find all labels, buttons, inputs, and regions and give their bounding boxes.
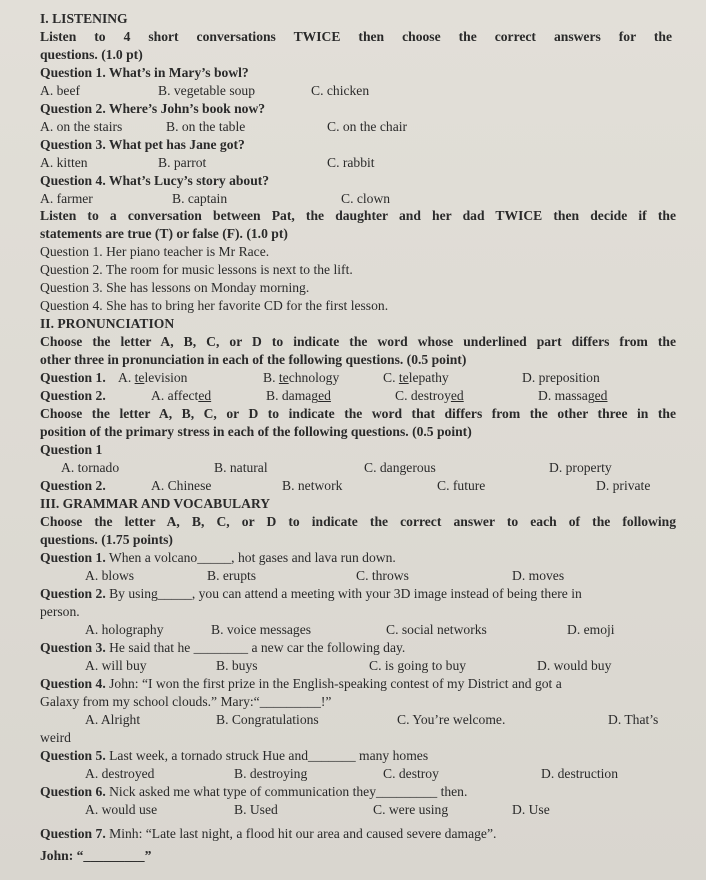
pronunciation-task1-instruction: Choose the letter A, B, C, or D to indicate the word whose underlined part differs from the <box>40 334 676 349</box>
answer-option[interactable]: B. voice messages <box>211 622 312 637</box>
answer-option[interactable]: D. massaged <box>538 388 608 403</box>
listening-question-3: Question 3. What pet has Jane got? <box>40 137 245 152</box>
answer-option[interactable]: B. destroying <box>234 766 308 781</box>
listening-task2-instruction-cont: statements are true (T) or false (F). (1.0 pt) <box>40 226 288 241</box>
question-label: Question 1 <box>40 442 103 457</box>
question-label: Question 1. <box>40 370 106 385</box>
listening-task1-instruction: Listen to 4 short conversations TWICE then choose the correct answers for the <box>40 29 672 44</box>
answer-option[interactable]: A. affected <box>151 388 212 403</box>
pronunciation-task1-instruction-cont: other three in pronunciation in each of the following questions. (0.5 point) <box>40 352 467 367</box>
grammar-question-1: Question 1. When a volcano_____, hot gases and lava run down. <box>40 550 396 565</box>
answer-option[interactable]: B. parrot <box>158 155 207 170</box>
answer-option[interactable]: C. is going to buy <box>369 658 467 673</box>
answer-option[interactable]: A. kitten <box>40 155 88 170</box>
statement-3: Question 3. She has lessons on Monday morning. <box>40 280 310 295</box>
grammar-task-instruction: Choose the letter A, B, C, or D to indicate the correct answer to each of the following <box>40 514 676 529</box>
answer-option[interactable]: B. Used <box>234 802 278 817</box>
answer-option[interactable]: A. destroyed <box>85 766 155 781</box>
answer-option[interactable]: C. clown <box>341 191 391 206</box>
answer-option[interactable]: B. captain <box>172 191 228 206</box>
listening-question-1: Question 1. What’s in Mary’s bowl? <box>40 65 249 80</box>
answer-option[interactable]: C. future <box>437 478 486 493</box>
answer-option[interactable]: A. tornado <box>61 460 120 475</box>
answer-option[interactable]: B. natural <box>214 460 268 475</box>
pronunciation-task2-instruction-cont: position of the primary stress in each of the following questions. (0.5 point) <box>40 424 472 439</box>
answer-option[interactable]: A. television <box>118 370 188 385</box>
answer-option[interactable]: A. Chinese <box>151 478 212 493</box>
answer-option[interactable]: C. social networks <box>386 622 487 637</box>
answer-option[interactable]: C. destroyed <box>395 388 464 403</box>
answer-option[interactable]: A. on the stairs <box>40 119 123 134</box>
answer-option[interactable]: D. Use <box>512 802 550 817</box>
answer-option[interactable]: D. destruction <box>541 766 619 781</box>
answer-option[interactable]: D. would buy <box>537 658 612 673</box>
answer-option[interactable]: B. erupts <box>207 568 257 583</box>
statement-1: Question 1. Her piano teacher is Mr Race. <box>40 244 270 259</box>
answer-option[interactable]: C. You’re welcome. <box>397 712 506 727</box>
answer-option[interactable]: D. property <box>549 460 612 475</box>
answer-option[interactable]: C. throws <box>356 568 409 583</box>
grammar-question-7: Question 7. Minh: “Late last night, a flood hit our area and caused severe damage”. <box>40 826 497 841</box>
answer-option[interactable]: C. dangerous <box>364 460 436 475</box>
answer-option[interactable]: C. telepathy <box>383 370 449 385</box>
answer-option[interactable]: D. private <box>596 478 651 493</box>
section-heading-pronunciation: II. PRONUNCIATION <box>40 316 175 331</box>
answer-option[interactable]: D. preposition <box>522 370 600 385</box>
answer-option[interactable]: A. Alright <box>85 712 141 727</box>
answer-option[interactable]: C. on the chair <box>327 119 408 134</box>
grammar-task-instruction-cont: questions. (1.75 points) <box>40 532 173 547</box>
section-heading-grammar: III. GRAMMAR AND VOCABULARY <box>40 496 271 511</box>
statement-4: Question 4. She has to bring her favorite CD for the first lesson. <box>40 298 389 313</box>
answer-option[interactable]: B. on the table <box>166 119 246 134</box>
statement-2: Question 2. The room for music lessons is next to the lift. <box>40 262 353 277</box>
answer-option[interactable]: B. network <box>282 478 343 493</box>
grammar-question-2-cont: person. <box>40 604 80 619</box>
grammar-question-5: Question 5. Last week, a tornado struck Hue and_______ many homes <box>40 748 429 763</box>
answer-option[interactable]: A. will buy <box>85 658 147 673</box>
grammar-question-2: Question 2. By using_____, you can attend a meeting with your 3D image instead of being there in <box>40 586 582 601</box>
grammar-question-4: Question 4. John: “I won the first prize in the English-speaking contest of my District and got a <box>40 676 562 691</box>
answer-option-cont: weird <box>40 730 71 745</box>
section-heading-listening: I. LISTENING <box>40 11 128 26</box>
grammar-question-6: Question 6. Nick asked me what type of communication they_________ then. <box>40 784 468 799</box>
grammar-question-4-cont: Galaxy from my school clouds.” Mary:“_________!” <box>40 694 332 709</box>
answer-option[interactable]: B. buys <box>216 658 258 673</box>
listening-question-2: Question 2. Where’s John’s book now? <box>40 101 266 116</box>
listening-task1-instruction-cont: questions. (1.0 pt) <box>40 47 143 62</box>
answer-option[interactable]: D. moves <box>512 568 565 583</box>
answer-option[interactable]: B. Congratulations <box>216 712 319 727</box>
listening-task2-instruction: Listen to a conversation between Pat, the daughter and her dad TWICE then decide if the <box>40 208 676 223</box>
answer-option[interactable]: A. farmer <box>40 191 93 206</box>
answer-option[interactable]: B. damaged <box>266 388 331 403</box>
answer-option[interactable]: D. emoji <box>567 622 615 637</box>
question-label: Question 2. <box>40 478 106 493</box>
answer-option[interactable]: B. technology <box>263 370 340 385</box>
answer-option[interactable]: A. blows <box>85 568 135 583</box>
answer-option[interactable]: A. beef <box>40 83 81 98</box>
answer-option[interactable]: C. destroy <box>383 766 439 781</box>
answer-option[interactable]: B. vegetable soup <box>158 83 256 98</box>
question-label: Question 2. <box>40 388 106 403</box>
answer-option[interactable]: C. chicken <box>311 83 370 98</box>
pronunciation-task2-instruction: Choose the letter A, B, C, or D to indicate the word that differs from the other three in the <box>40 406 676 421</box>
listening-question-4: Question 4. What’s Lucy’s story about? <box>40 173 270 188</box>
answer-option[interactable]: C. rabbit <box>327 155 375 170</box>
answer-option[interactable]: A. holography <box>85 622 164 637</box>
answer-option[interactable]: A. would use <box>85 802 158 817</box>
answer-option[interactable]: D. That’s <box>608 712 659 727</box>
answer-option[interactable]: C. were using <box>373 802 449 817</box>
grammar-question-7-reply: John: “_________” <box>40 848 152 863</box>
grammar-question-3: Question 3. He said that he ________ a new car the following day. <box>40 640 406 655</box>
